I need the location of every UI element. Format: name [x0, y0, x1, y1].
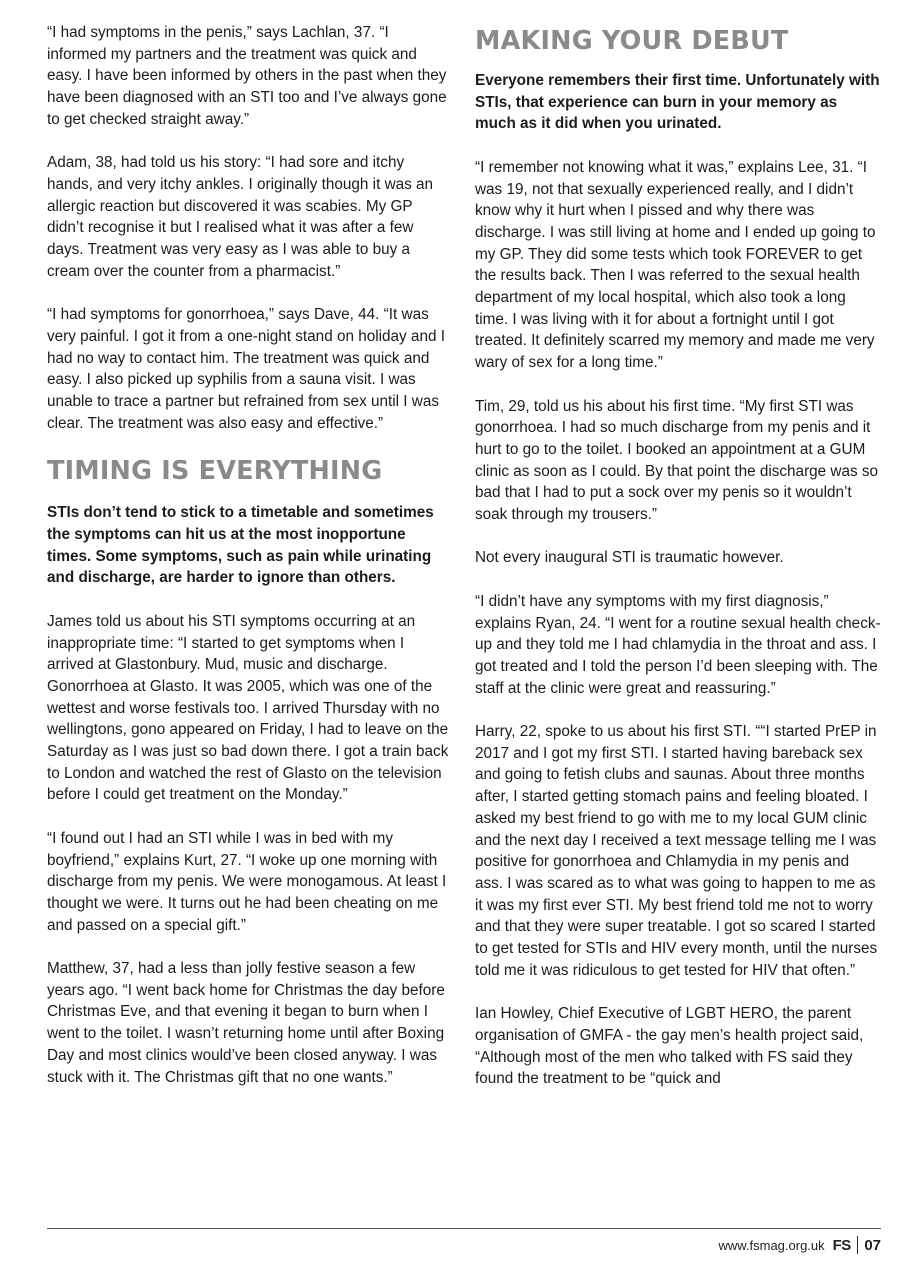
paragraph-lee: “I remember not knowing what it was,” explains Lee, 31. “I was 19, not that sexually experienced really, and I didn’t know why it hurt when I pissed and why there was discharge. I was still living at home and I ended up going to my GP. They did some tests which took FOREVER to get the results back. Then I was referred to the sexual health department of my local hospital, which also took a long time. I was living with it for about a fortnight until I got treated. It definitely scarred my memory and made me very wary of sex for a long time.” — [475, 158, 876, 372]
right-column — [475, 22, 881, 1112]
footer-brand-logo: FS — [832, 1236, 851, 1254]
heading-making-your-debut: MAKING YOUR DEBUT — [475, 26, 789, 56]
left-column — [47, 22, 451, 1110]
paragraph-harry: Harry, 22, spoke to us about his first STI. ““I started PrEP in 2017 and I got my first STI. I started having bareback sex and going to fetish clubs and saunas. About three months after, I started getting stomach pains and feeling bloated. I asked my best friend to go with me to my local GUM clinic and the next day I received a text message telling me I was positive for gonorrhoea and Chlamydia in my penis and ass. I was scared as to what was going to happen to me as it was my first ever STI. My best friend told me not to worry and that they were super treatable. I got so scared I started to get tested for STIs and HIV every month, until the nurses told me it was ridiculous to get tested for HIV that often.” — [475, 723, 878, 979]
paragraph-adam: Adam, 38, had told us his story: “I had sore and itchy hands, and very itchy ankles. I originally though it was an allergic reaction but discovered it was scabies. My GP didn’t recognise it but I realised what it was after a few days. Treatment was very easy as I was able to buy a cream over the counter from a pharmacist.” — [47, 154, 434, 280]
paragraph-ryan: “I didn’t have any symptoms with my first diagnosis,” explains Ryan, 24. “I went for a routine sexual health check-up and they told me I had chlamydia in the throat and ass. I got treated and I told the person I’d been sleeping with. The staff at the clinic were great and reassuring.” — [475, 592, 881, 697]
footer — [718, 1234, 881, 1256]
footer-separator — [857, 1236, 859, 1254]
footer-url[interactable]: www.fsmag.org.uk — [718, 1237, 825, 1253]
paragraph-lachlan: “I had symptoms in the penis,” says Lachlan, 37. “I informed my partners and the treatment was quick and easy. I have been informed by others in the past when they have been diagnosed with an STI too and I’ve always gone to get checked straight away.” — [47, 24, 447, 128]
paragraph-dave: “I had symptoms for gonorrhoea,” says Dave, 44. “It was very painful. I got it from a one-night stand on holiday and I had no way to contact him. The treatment was quick and easy. I also picked up syphilis from a sauna visit. I was unable to trace a partner but refrained from sex until I was clear. The treatment was also easy and effective.” — [47, 306, 445, 432]
paragraph-tim: Tim, 29, told us his about his first time. “My first STI was gonorrhoea. I had so much discharge from my penis and it hurt to go to the toilet. I booked an appointment at a GUM clinic as soon as I could. By that point the discharge was so bad that I had to put a sock over my penis so it wouldn’t soak through my trousers.” — [475, 397, 879, 524]
paragraph-james: James told us about his STI symptoms occurring at an inappropriate time: “I started to get symptoms when I arrived at Glastonbury. Mud, music and discharge. Gonorrhoea at Glasto. It was 2005, which was one of the wettest and worse festivals too. I arrived Thursday with no wellingtons, gono appeared on Friday, I had to leave on the Saturday as I was just so bad down there. I got a train back to London and watched the rest of Glasto on the television before I could get treatment on the Monday.” — [47, 612, 449, 804]
paragraph-not-every: Not every inaugural STI is traumatic however. — [475, 549, 784, 567]
page-number: 07 — [864, 1236, 881, 1254]
paragraph-matthew: Matthew, 37, had a less than jolly festive season a few years ago. “I went back home for Christmas the day before Christmas Eve, and that evening it began to burn when I went to the toilet. I wasn’t returning home until after Boxing Day and most clinics would’ve been closed anyway. I was stuck with it. The Christmas gift that no one wants.” — [47, 960, 445, 1086]
lead-debut: Everyone remembers their first time. Unfortunately with STIs, that experience can burn in your memory as much as it did when you urinated. — [475, 72, 880, 133]
paragraph-kurt: “I found out I had an STI while I was in bed with my boyfriend,” explains Kurt, 27. “I woke up one morning with discharge from my penis. We were monogamous. At least I thought we were. It turns out he had been cheating on me and passed on a special gift.” — [47, 829, 447, 934]
heading-timing-is-everything: TIMING IS EVERYTHING — [47, 456, 383, 487]
lead-timing: STIs don’t tend to stick to a timetable and sometimes the symptoms can hit us at the most inopportune times. Some symptoms, such as pain while urinating and discharge, are harder to ignore than others. — [47, 504, 434, 587]
footer-divider — [47, 1228, 881, 1229]
paragraph-ian-howley: Ian Howley, Chief Executive of LGBT HERO, the parent organisation of GMFA - the gay men’s health project said, “Although most of the men who talked with FS said they found the treatment to be “quick and — [475, 1005, 864, 1088]
